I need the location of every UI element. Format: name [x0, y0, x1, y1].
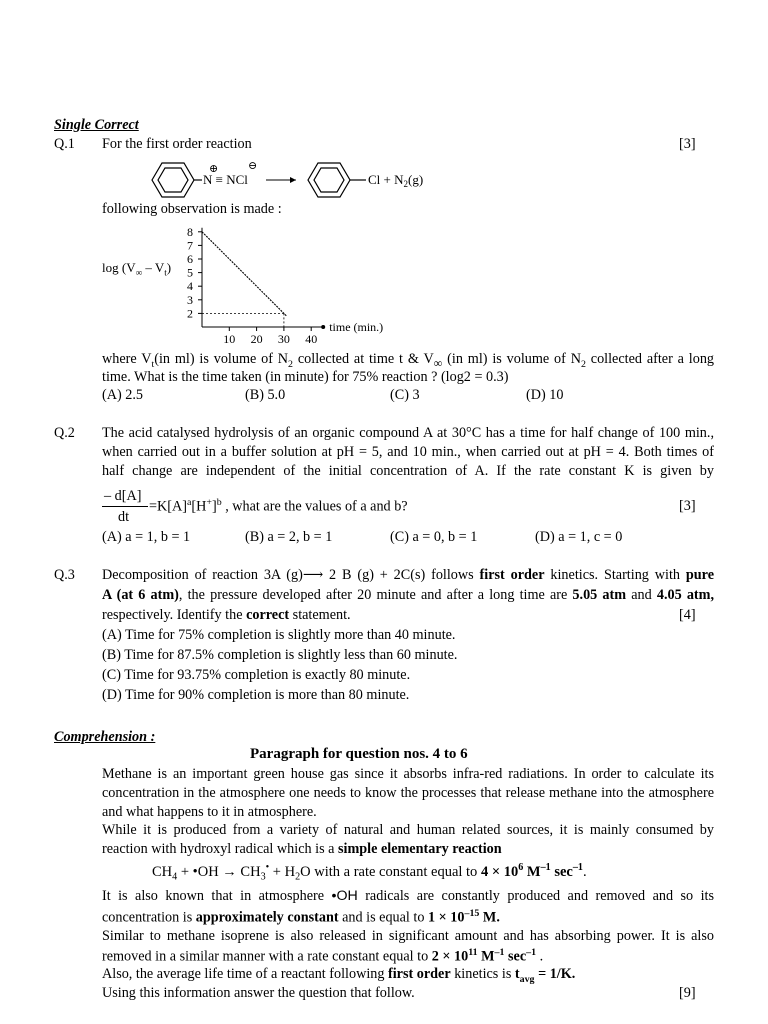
q2-frac-denominator: dt [118, 509, 130, 525]
benzene-ring-icon [308, 163, 350, 197]
q2-line3: half change are independent of the initial concentration of A. If the rate constant K is given by [102, 463, 714, 479]
para-p6: Using this information answer the question that follow. [102, 985, 415, 1001]
x-tick-label-40: 40 [305, 332, 318, 346]
q2-option-b[interactable]: (B) a = 2, b = 1 [245, 529, 333, 545]
q2-rate-law: $=K[A]^a[H^+]^b$ , what are the values of a and b? [149, 497, 408, 515]
y-tick-label-6: 6 [187, 252, 193, 266]
q2-option-a[interactable]: (A) a = 1, b = 1 [102, 529, 191, 545]
q2-number: Q.2 [54, 425, 75, 441]
q1-marks: [3] [679, 136, 696, 152]
plus-charge: ⊕ [209, 163, 219, 175]
q1-observation: following observation is made : [102, 201, 282, 217]
chart-ylabel: $\log (V_\infty - V_t)$ [102, 260, 172, 278]
q3-line3: respectively. Identify the correct statement. [102, 607, 351, 623]
q2-frac-numerator: – d[A] [104, 488, 142, 504]
para-p4-line2: removed in a similar manner with a rate constant equal to $2 \times 10^{11}$ $M^{-1}$ $\sec^{-1}$ . [102, 947, 544, 965]
para-p2-line1: While it is produced from a variety of natural and human related sources, it is mainly consumed by [102, 822, 714, 838]
q3-number: Q.3 [54, 567, 75, 583]
paragraph-title: Paragraph for question nos. 4 to 6 [250, 746, 468, 762]
q1-option-a[interactable]: (A) 2.5 [102, 387, 143, 403]
para-p4-line1: Similar to methane isoprene is also released in significant amount and has absorbing power. It is also [102, 928, 714, 944]
benzene-ring-icon [152, 163, 194, 197]
chart-series-line [202, 232, 287, 317]
para-p3-line2: concentration is approximately constant and is equal to $1 \times 10^{-15}$ M. [102, 908, 500, 926]
y-tick-label-4: 4 [187, 279, 193, 294]
x-tick-label-20: 20 [250, 332, 263, 346]
q3-option-d[interactable]: (D) Time for 90% completion is more than 80 minute. [102, 687, 410, 703]
y-tick-label-5: 5 [187, 265, 193, 280]
section-heading-comprehension: Comprehension : [54, 729, 156, 745]
q3-option-c[interactable]: (C) Time for 93.75% completion is exactly 80 minute. [102, 667, 411, 683]
arrow-right-icon [290, 177, 296, 183]
para-p5: Also, the average life time of a reactant following first order kinetics is $t_{avg} = 1/K$. [102, 966, 576, 985]
y-tick-label-2: 2 [187, 306, 193, 321]
q2-option-c[interactable]: (C) a = 0, b = 1 [390, 529, 478, 545]
q3-line2: A (at 6 atm), the pressure developed after 20 minute and after a long time are 5.05 atm and 4.05 atm, [102, 587, 715, 603]
q2-line2: when carried out in a buffer solution at pH = 5, and 10 min., when carried out at pH = 4. Both times of [102, 444, 714, 460]
q3-option-a[interactable]: (A) Time for 75% completion is slightly more than 40 minute. [102, 627, 456, 643]
chart-xlabel: time (min.) [329, 320, 384, 334]
q1-para-line2: time. What is the time taken (in minute) for 75% reaction ? (log2 = 0.3) [102, 369, 509, 385]
diazonium-label: N ≡ NCl [203, 172, 248, 187]
y-tick-label-8: 8 [187, 224, 193, 239]
x-tick-label-10: 10 [223, 332, 236, 346]
q1-stem: For the first order reaction [102, 136, 252, 152]
q3-line1: Decomposition of reaction 3A (g)⟶ 2 B (g) + 2C(s) follows first order kinetics. Starting with pure [102, 567, 714, 583]
y-tick-label-7: 7 [187, 238, 193, 253]
para-marks: [9] [679, 985, 696, 1001]
x-tick-label-30: 30 [277, 332, 290, 346]
section-heading-single-correct: Single Correct [54, 117, 139, 133]
para-p2-line2: reaction with hydroxyl radical which is a simple elementary reaction [102, 841, 502, 857]
x-axis-arrow-dot [321, 325, 325, 329]
q1-reaction-diagram [140, 158, 470, 206]
q1-para-line1: where $V_t(in$ ml) is volume of $N_2$ collected at time t & $V_\infty$ (in ml) is volume of $N_2$ collected after a long [102, 351, 715, 370]
q1-number: Q.1 [54, 136, 75, 152]
product-label: $Cl + N_2(g)$ [368, 172, 424, 189]
q1-chart [170, 222, 390, 352]
q2-option-d[interactable]: (D) a = 1, c = 0 [535, 529, 623, 545]
minus-charge: ⊖ [248, 160, 258, 172]
q3-marks: [4] [679, 607, 696, 623]
q2-marks: [3] [679, 498, 696, 514]
para-p1-line2: concentration in the atmosphere one needs to know the processes that release methane into the atmosphere [102, 785, 714, 801]
q1-option-c[interactable]: (C) 3 [390, 387, 420, 403]
para-p3-line1: It is also known that in atmosphere •OH radicals are constantly produced and removed and so its [102, 888, 714, 904]
q1-option-d[interactable]: (D) 10 [526, 387, 564, 403]
q2-line1: The acid catalysed hydrolysis of an organic compound A at 30°C has a time for half change of 100 min., [102, 425, 714, 441]
para-equation: $CH_4$ + •OH → $CH_3^• + H_2O$ with a rate constant equal to $4 \times 10^6$ $M^{-1}$ $\sec^{-1}$. [152, 862, 587, 883]
para-p1-line1: Methane is an important green house gas since it absorbs infra-red radiations. In order to calculate its [102, 766, 714, 782]
para-p1-line3: and what happens to it in atmosphere. [102, 804, 317, 820]
y-tick-label-3: 3 [187, 292, 193, 307]
q3-option-b[interactable]: (B) Time for 87.5% completion is slightly less than 60 minute. [102, 647, 458, 663]
q1-option-b[interactable]: (B) 5.0 [245, 387, 286, 403]
q2-frac-bar [102, 506, 148, 507]
